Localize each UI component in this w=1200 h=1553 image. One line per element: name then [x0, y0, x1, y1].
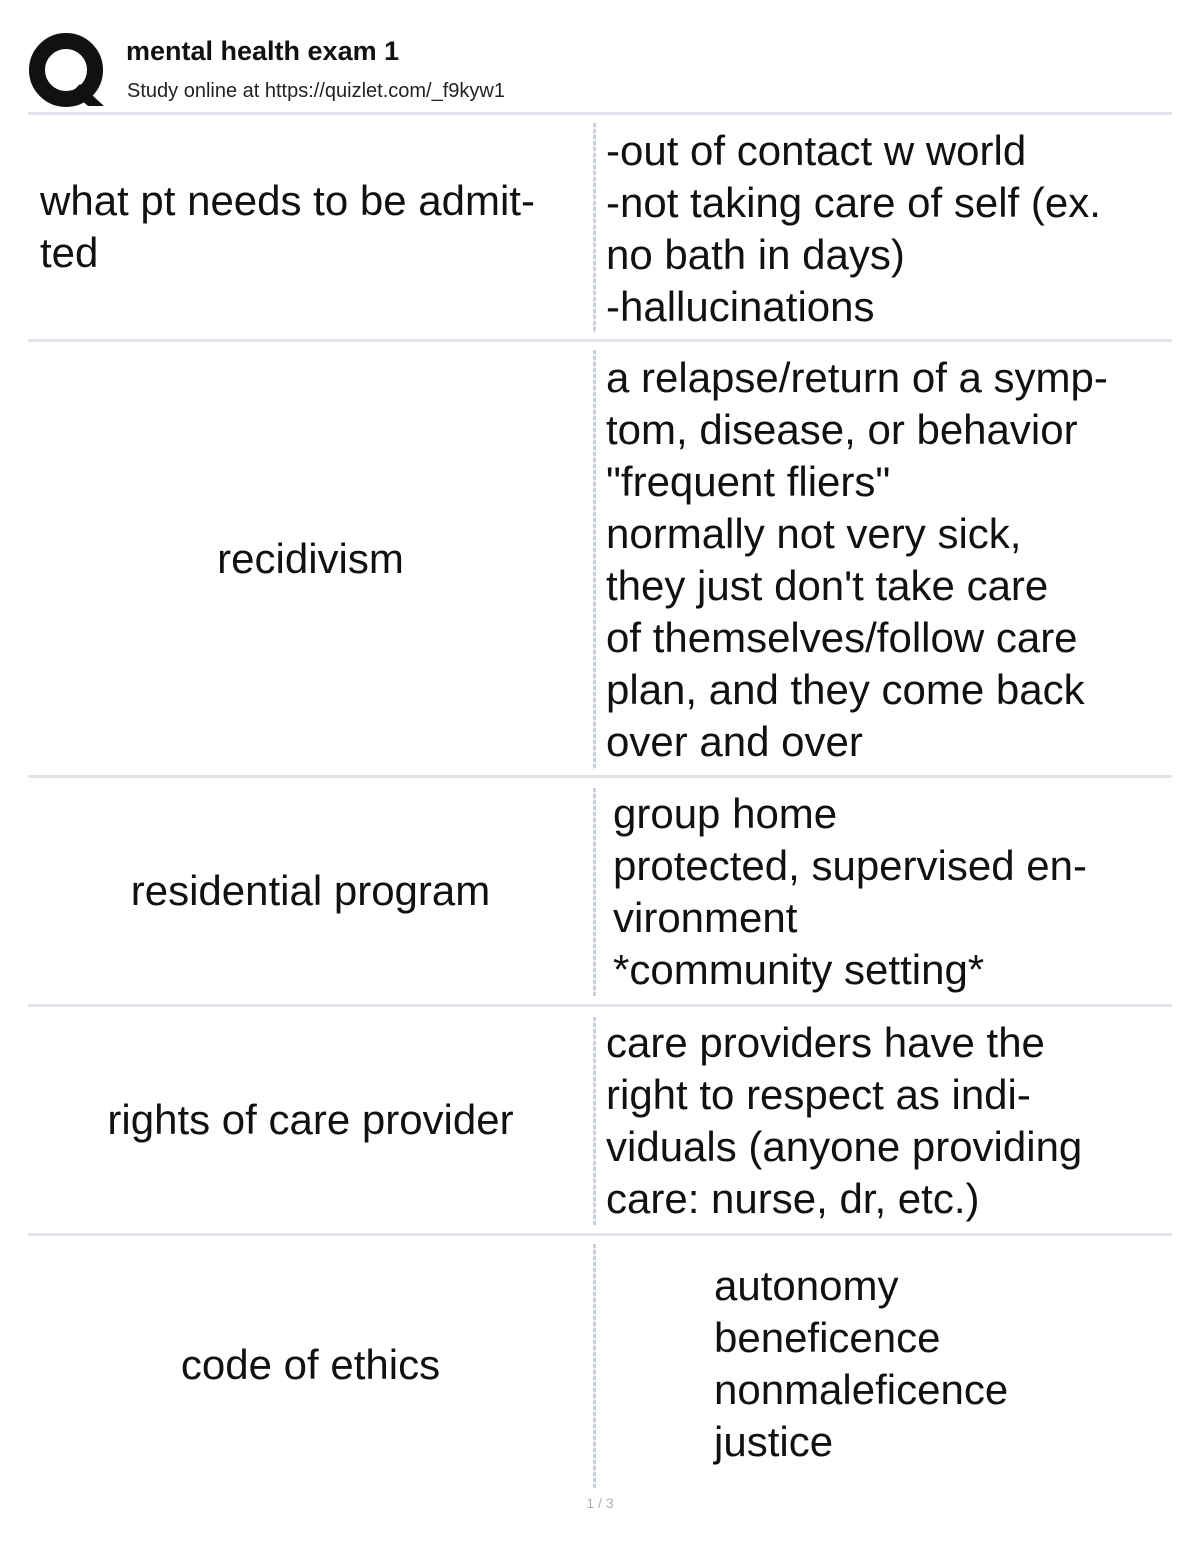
definition-line: -hallucinations [606, 283, 875, 330]
definition-line: normally not very sick, [606, 510, 1022, 557]
flashcard-definition [606, 352, 1166, 768]
definition-line: care providers have the [606, 1019, 1045, 1066]
card-column-divider [593, 1244, 596, 1488]
flashcard-term [28, 1007, 593, 1233]
definition-line: they just don't take care [606, 562, 1049, 609]
term-line: code of ethics [180, 1341, 441, 1388]
term-line: ted [40, 229, 99, 276]
definition-line: of themselves/follow care [606, 614, 1078, 661]
definition-line: *community setting* [613, 946, 985, 993]
definition-line: tom, disease, or behavior [606, 406, 1078, 453]
flashcard-definition [613, 788, 1173, 996]
flashcard-term [28, 115, 593, 339]
definition-line: -out of contact w world [606, 127, 1027, 174]
flashcard-definition [606, 125, 1166, 333]
flashcard-definition [606, 1017, 1166, 1225]
definition-line: beneficence [714, 1314, 941, 1361]
definition-line: -not taking care of self (ex. [606, 179, 1101, 226]
flashcard-row [28, 1236, 1172, 1488]
card-column-divider [593, 350, 596, 770]
page-number: 1 / 3 [586, 1495, 614, 1511]
flashcard-row [28, 342, 1172, 778]
term-line: rights of care provider [107, 1096, 514, 1143]
definition-line: vironment [613, 894, 798, 941]
definition-line: care: nurse, dr, etc.) [606, 1175, 980, 1222]
card-column-divider [593, 123, 596, 333]
definition-line: no bath in days) [606, 231, 905, 278]
card-column-divider [593, 1017, 596, 1225]
definition-line: a relapse/return of a symp- [606, 354, 1108, 401]
definition-line: viduals (anyone providing [606, 1123, 1083, 1170]
term-line: residential program [130, 867, 491, 914]
definition-line: autonomy [714, 1262, 899, 1309]
definition-line: justice [714, 1418, 834, 1465]
flashcard-row [28, 1007, 1172, 1236]
flashcard-term [28, 778, 593, 1004]
flashcard-definition [714, 1260, 1154, 1468]
definition-line: over and over [606, 718, 863, 765]
quizlet-q-logo-icon [28, 32, 108, 108]
document-title: mental health exam 1 [126, 36, 400, 66]
term-line: what pt needs to be admit- [40, 177, 535, 224]
term-line: recidivism [217, 534, 404, 582]
flashcard-row [28, 115, 1172, 342]
page-header [0, 0, 1200, 112]
definition-line: protected, supervised en- [613, 842, 1087, 889]
flashcard-term [28, 1236, 593, 1494]
definition-line: group home [613, 790, 838, 837]
flashcard-row [28, 778, 1172, 1007]
study-online-link[interactable]: Study online at https://quizlet.com/_f9kyw1 [127, 80, 505, 102]
flashcard-term [28, 342, 593, 775]
definition-line: plan, and they come back [606, 666, 1085, 713]
card-column-divider [593, 788, 596, 996]
definition-line: nonmaleficence [714, 1366, 1009, 1413]
definition-line: right to respect as indi- [606, 1071, 1031, 1118]
definition-line: "frequent fliers" [606, 458, 891, 505]
